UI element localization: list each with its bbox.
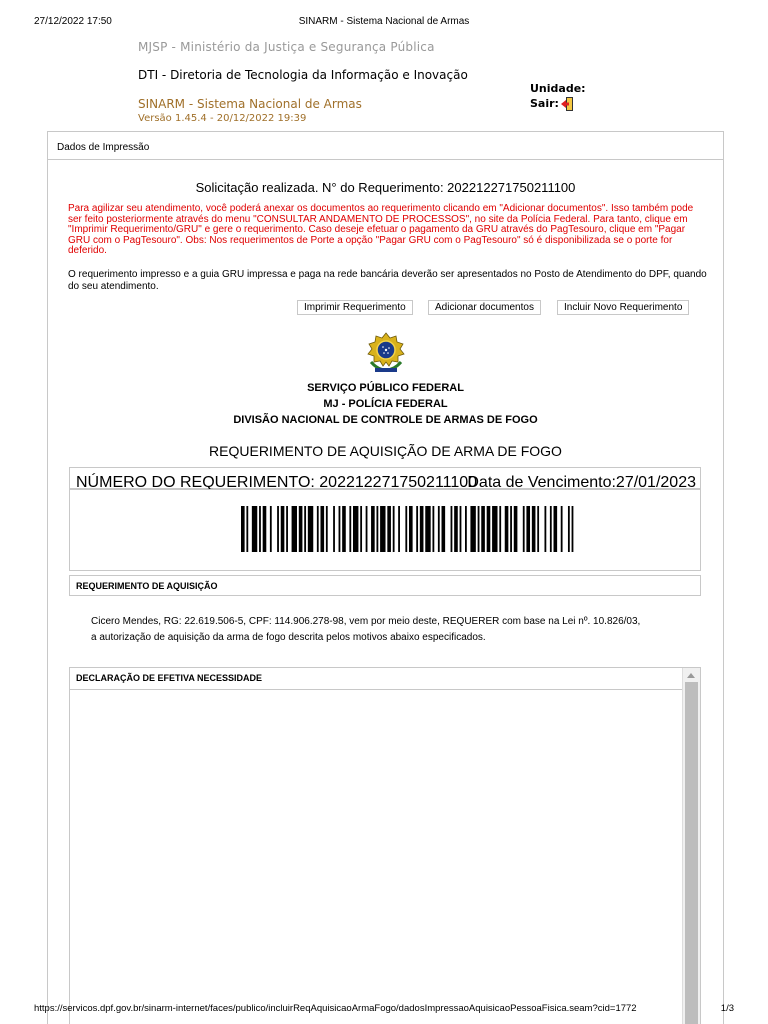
print-data-panel: [47, 131, 724, 1024]
panel-title: Dados de Impressão: [57, 142, 150, 153]
department-name: DTI - Diretoria de Tecnologia da Informação e Inovação: [138, 68, 468, 82]
document-title: REQUERIMENTO DE AQUISIÇÃO DE ARMA DE FOGO: [209, 443, 562, 459]
acquisition-heading: REQUERIMENTO DE AQUISIÇÃO: [76, 581, 218, 591]
barcode-icon: [241, 506, 577, 552]
scrollbar-thumb[interactable]: [685, 682, 698, 1024]
header-line: MJ - POLÍCIA FEDERAL: [323, 398, 448, 410]
attachment-notice: Para agilizar seu atendimento, você poderá anexar os documentos ao requerimento clicando em "Adicionar documentos". Isso também pode ser feito posteriormente através do menu "CONSULTAR ANDAMENTO DE PROCESSOS", no site da Polícia Federal. Para tanto, clique em "Imprimir Requerimento/GRU" e gere o requerimento. Caso deseje efetuar o pagamento da GRU através do PagTesouro, clique em "Pagar GRU com o PagTesouro". Obs: Nos requerimentos de Porte a opção "Pagar GRU com o PagTesouro" só é disponibilizada se o porte for deferido.: [68, 203, 694, 256]
acquisition-line: a autorização de aquisição da arma de fogo descrita pelos motivos abaixo especificados.: [91, 632, 486, 643]
scroll-up-icon[interactable]: [687, 673, 695, 678]
new-request-button[interactable]: Incluir Novo Requerimento: [557, 300, 689, 315]
divider: [48, 159, 723, 160]
success-message: Solicitação realizada. N° do Requerimento: 20221227175021​1100: [195, 180, 576, 195]
print-request-button[interactable]: Imprimir Requerimento: [297, 300, 413, 315]
version-info: Versão 1.45.4 - 20/12/2022 19:39: [138, 113, 307, 124]
page-number: 1/3: [720, 1003, 734, 1014]
acquisition-heading-box: [69, 575, 701, 596]
print-page-title: SINARM - Sistema Nacional de Armas: [298, 16, 470, 27]
header-line: DIVISÃO NACIONAL DE CONTROLE DE ARMAS DE FOGO: [233, 414, 538, 426]
scrollbar[interactable]: [682, 668, 700, 1024]
info-notice: O requerimento impresso e a guia GRU impressa e paga na rede bancária deverão ser apresentados no Posto de Atendimento do DPF, quando do seu atendimento.: [68, 269, 707, 292]
page-url: https://servicos.dpf.gov.br/sinarm-internet/faces/publico/incluirReqAquisicaoArmaFogo/dadosImpressaoAquisicaoPessoaFisica.seam?cid=1772: [34, 1003, 637, 1014]
coat-of-arms-icon: [365, 332, 407, 374]
exit-door-icon[interactable]: [560, 96, 576, 112]
document-header: [48, 380, 723, 428]
header-line: SERVIÇO PÚBLICO FEDERAL: [307, 382, 464, 394]
add-documents-button[interactable]: Adicionar documentos: [428, 300, 541, 315]
sair-label: Sair:: [530, 97, 559, 110]
due-date: Data de Vencimento:27/01/2023: [467, 474, 696, 491]
request-number-row: [69, 467, 701, 489]
acquisition-line: Cicero Mendes, RG: 22.619.506-5, CPF: 114.906.278-98, vem por meio deste, REQUERER com base na Lei nº. 10.826/03,: [91, 616, 641, 627]
acquisition-text: [91, 614, 701, 646]
request-number: NÚMERO DO REQUERIMENTO: 202212271750211100: [76, 474, 478, 491]
print-footer: [0, 1003, 768, 1015]
declaration-heading: DECLARAÇÃO DE EFETIVA NECESSIDADE: [76, 673, 263, 683]
unidade-label: Unidade:: [530, 82, 586, 95]
declaration-textarea[interactable]: [69, 689, 701, 1024]
print-datetime: 27/12/2022 17:50: [34, 16, 112, 27]
barcode-box: [69, 489, 701, 571]
declaration-heading-box: [69, 667, 701, 689]
system-name: SINARM - Sistema Nacional de Armas: [138, 97, 362, 111]
print-header: [0, 16, 768, 30]
ministry-name: MJSP - Ministério da Justiça e Segurança Pública: [138, 40, 435, 54]
